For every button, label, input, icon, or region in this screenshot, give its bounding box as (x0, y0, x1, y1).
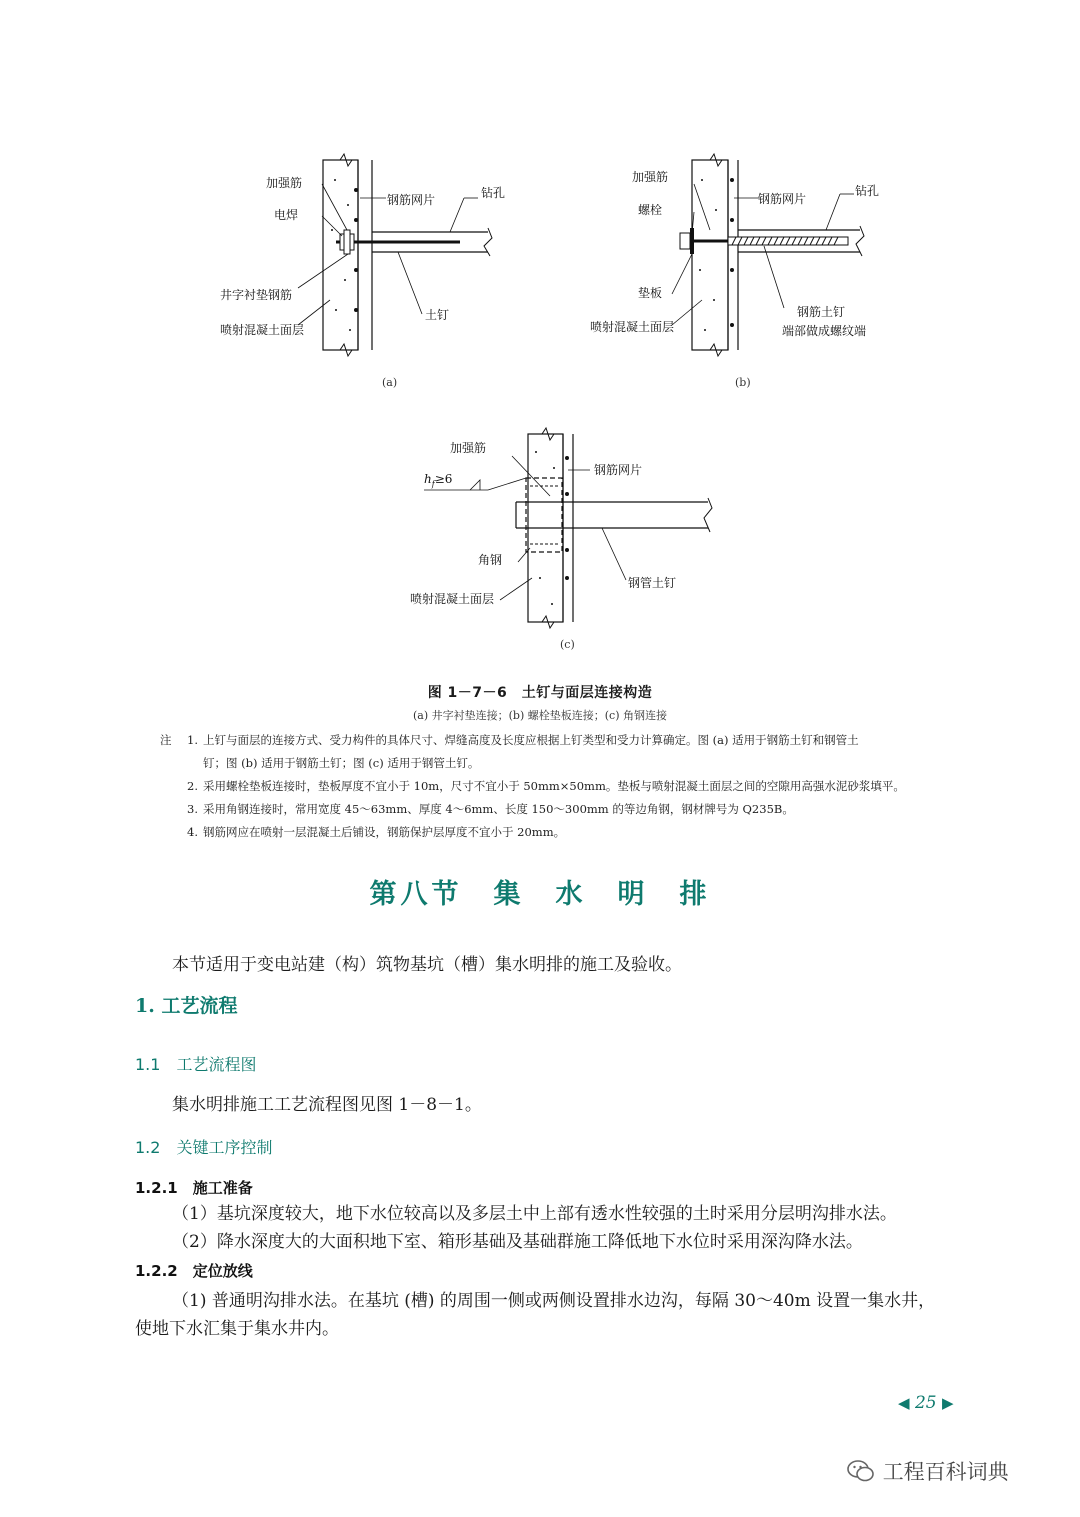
fig-a-label-reinforce: 加强筋 (266, 176, 303, 190)
fig-b-label-bolt: 螺栓 (638, 203, 663, 217)
note-item (160, 798, 980, 821)
fig-b-subcaption: (b) (735, 376, 751, 389)
fig-a-subcaption: (a) (382, 376, 398, 389)
heading-1-2-1: 1.2.1 施工准备 (135, 1179, 253, 1197)
heading-process: 1. 工艺流程 (135, 995, 238, 1017)
fig-b-label-threaded-end: 端部做成螺纹端 (782, 324, 867, 338)
watermark-text: 工程百科词典 (882, 1460, 1009, 1484)
fig-b-label-plate: 垫板 (638, 286, 663, 300)
watermark (846, 1456, 1009, 1486)
figure-a-drawing (300, 150, 520, 360)
fig-b-label-drillhole: 钻孔 (855, 184, 880, 198)
note-number: 1. (187, 733, 198, 747)
heading-1-2-2: 1.2.2 定位放线 (135, 1262, 253, 1280)
note-text: 钉；图 (b) 适用于钢筋土钉；图 (c) 适用于钢管土钉。 (203, 756, 480, 770)
fig-c-label-mesh: 钢筋网片 (594, 463, 643, 477)
fig-b-label-shotcrete: 喷射混凝土面层 (590, 320, 675, 334)
section-title: 第八节 集 水 明 排 (369, 879, 711, 910)
fig-a-label-soil-nail: 土钉 (425, 308, 450, 322)
fig-c-hf-value: ≥6 (434, 472, 453, 486)
paragraph-1-2-2-a: （1) 普通明沟排水法。在基坑 (槽) 的周围一侧或两侧设置排水边沟，每隔 30～40m 设置一集水井， (172, 1291, 936, 1311)
fig-c-label-shotcrete: 喷射混凝土面层 (410, 592, 495, 606)
fig-a-label-pad-bar: 井字衬垫钢筋 (220, 288, 293, 302)
heading-1-1: 1.1 工艺流程图 (135, 1055, 257, 1074)
fig-a-label-drillhole: 钻孔 (481, 186, 506, 200)
paragraph-1-2-1-b: （2）降水深度大的大面积地下室、箱形基础及基础群施工降低地下水位时采用深沟降水法。 (172, 1232, 863, 1252)
fig-b-label-mesh: 钢筋网片 (758, 192, 807, 206)
fig-c-label-angle: 角钢 (478, 553, 503, 567)
note-item (160, 729, 980, 775)
fig-a-label-mesh: 钢筋网片 (387, 193, 436, 207)
prev-arrow-icon: ◀ (898, 1394, 910, 1412)
fig-c-hf-subscript: f (431, 479, 435, 489)
fig-b-label-rebar-nail: 钢筋土钉 (797, 305, 846, 319)
note-text: 采用螺栓垫板连接时，垫板厚度不宜小于 10m，尺寸不宜小于 50mm×50mm。垫板与喷射混凝土面层之间的空隙用高强水泥砂浆填平。 (203, 779, 905, 793)
fig-a-label-weld: 电焊 (274, 208, 299, 222)
note-item (160, 775, 980, 798)
next-arrow-icon: ▶ (942, 1394, 954, 1412)
wechat-icon (846, 1459, 876, 1483)
figure-caption: 图 1－7－6 土钉与面层连接构造 (427, 685, 653, 701)
fig-c-label-pipe-nail: 钢管土钉 (628, 576, 677, 590)
figure-c-drawing (470, 428, 720, 628)
note-number: 2. (187, 779, 198, 793)
note-text: 钢筋网应在喷射一层混凝土后铺设，钢筋保护层厚度不宜小于 20mm。 (203, 825, 566, 839)
note-number: 4. (187, 825, 198, 839)
paragraph-1-2-2-b: 使地下水汇集于集水井内。 (135, 1319, 339, 1339)
figure-caption-sub: (a) 井字衬垫连接；(b) 螺栓垫板连接；(c) 角钢连接 (413, 709, 667, 722)
heading-1-2: 1.2 关键工序控制 (135, 1138, 273, 1157)
fig-a-label-shotcrete: 喷射混凝土面层 (220, 323, 305, 337)
note-item (160, 821, 980, 844)
note-text: 采用角钢连接时，常用宽度 45～63mm、厚度 4～6mm、长度 150～300mm 的等边角钢，钢材牌号为 Q235B。 (203, 802, 794, 816)
intro-paragraph: 本节适用于变电站建（构）筑物基坑（槽）集水明排的施工及验收。 (172, 955, 682, 975)
fig-c-subcaption: (c) (560, 638, 575, 651)
note-text: 上钉与面层的连接方式、受力构件的具体尺寸、焊缝高度及长度应根据上钉类型和受力计算确定。图 (a) 适用于钢筋土钉和钢管土 (203, 733, 859, 747)
paragraph-1-2-1-a: （1）基坑深度较大，地下水位较高以及多层土中上部有透水性较强的土时采用分层明沟排水法。 (172, 1204, 897, 1224)
paragraph-1-1: 集水明排施工工艺流程图见图 1－8－1。 (172, 1095, 482, 1115)
fig-c-label-reinforce: 加强筋 (450, 441, 487, 455)
fig-c-hf-symbol: h (424, 472, 432, 486)
notes-prefix: 注 (160, 733, 172, 747)
fig-b-label-reinforce: 加强筋 (632, 170, 669, 184)
fig-c-label-weld-size (424, 472, 452, 491)
figure-notes (160, 729, 980, 844)
page-number-value: 25 (914, 1393, 937, 1413)
page-number (898, 1393, 954, 1413)
note-number: 3. (187, 802, 198, 816)
